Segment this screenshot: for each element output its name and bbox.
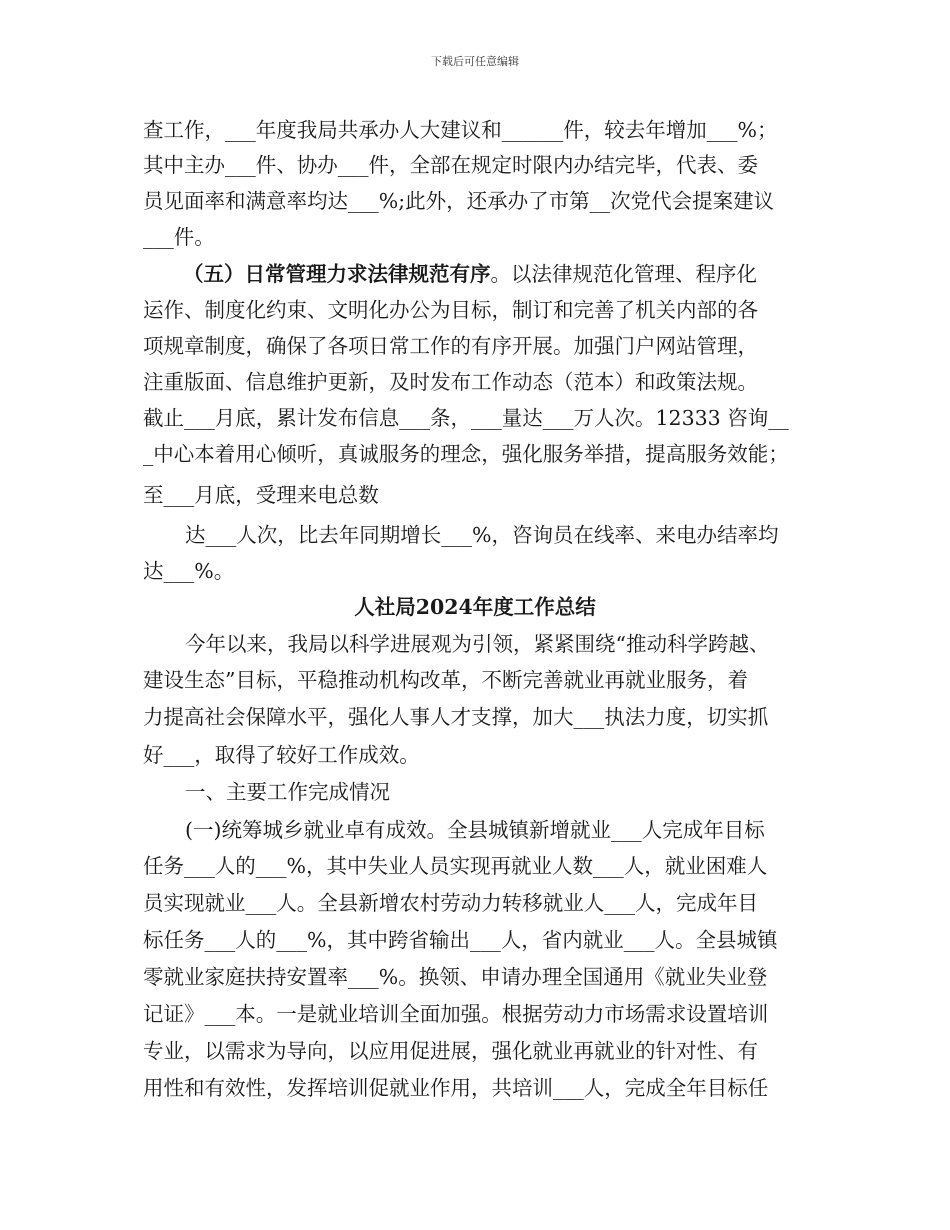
body-line: 达___人次，比去年同期增长___%，咨询员在线率、来电办结率均: [185, 523, 779, 547]
body-line: 员见面率和满意率均达___%;此外，还承办了市第__次党代会提案建议: [143, 189, 775, 213]
body-line: 注重版面、信息维护更新，及时发布工作动态（范本）和政策法规。: [143, 370, 758, 394]
report-title: 人社局2024年度工作总结: [354, 595, 596, 619]
body-line: 运作、制度化约束、文明化办公为目标，制订和完善了机关内部的各: [143, 298, 758, 322]
body-line: 专业，以需求为导向，以应用促进展，强化就业再就业的针对性、有: [143, 1039, 758, 1063]
body-line: (一)统筹城乡就业卓有成效。全县城镇新增就业___人完成年目标: [185, 818, 765, 842]
body-line: _中心本着用心倾听，真诚服务的理念，强化服务举措，提高服务效能；: [143, 442, 789, 466]
section-five-heading: （五）日常管理力求法律规范有序: [183, 262, 491, 286]
section-heading: 一、主要工作完成情况: [185, 780, 390, 804]
body-line: ___件。: [143, 225, 215, 249]
body-line: 员实现就业___人。全县新增农村劳动力转移就业人___人，完成年目: [143, 891, 758, 915]
body-line: 好___，取得了较好工作成效。: [143, 743, 420, 767]
body-line: 记证》___本。一是就业培训全面加强。根据劳动力市场需求设置培训: [143, 1002, 769, 1026]
body-line: 截止___月底，累计发布信息___条，___量达___万人次。12333 咨询__: [143, 406, 789, 430]
body-line: 零就业家庭扶持安置率___%。换领、申请办理全国通用《就业失业登: [143, 965, 768, 989]
body-line: 建设生态”目标，平稳推动机构改革，不断完善就业再就业服务，着: [143, 668, 748, 692]
body-line: 其中主办___件、协办___件，全部在规定时限内办结完毕，代表、委: [143, 153, 758, 177]
body-line: 查工作，___年度我局共承办人大建议和______件，较去年增加___%；: [143, 118, 778, 142]
page-header: 下载后可任意编辑: [431, 55, 519, 68]
body-line: 今年以来，我局以科学进展观为引领，紧紧围绕“推动科学跨越、: [185, 632, 770, 656]
body-line: 力提高社会保障水平，强化人事人才支撑，加大___执法力度，切实抓: [143, 705, 769, 729]
body-line: 至___月底，受理来电总数: [143, 483, 379, 507]
body-line: 项规章制度，确保了各项日常工作的有序开展。加强门户网站管理，: [143, 334, 758, 358]
body-line: 达___%。: [143, 559, 235, 583]
body-line: 任务___人的___%，其中失业人员实现再就业人数___人，就业困难人: [143, 854, 768, 878]
section-five-first-line: [183, 261, 757, 287]
body-line: 标任务___人的___%，其中跨省输出___人，省内就业___人。全县城镇: [143, 928, 778, 952]
body-line: 用性和有效性，发挥培训促就业作用，共培训___人，完成全年目标任: [143, 1076, 769, 1100]
section-five-first-line-text: 。以法律规范化管理、程序化: [490, 262, 757, 286]
